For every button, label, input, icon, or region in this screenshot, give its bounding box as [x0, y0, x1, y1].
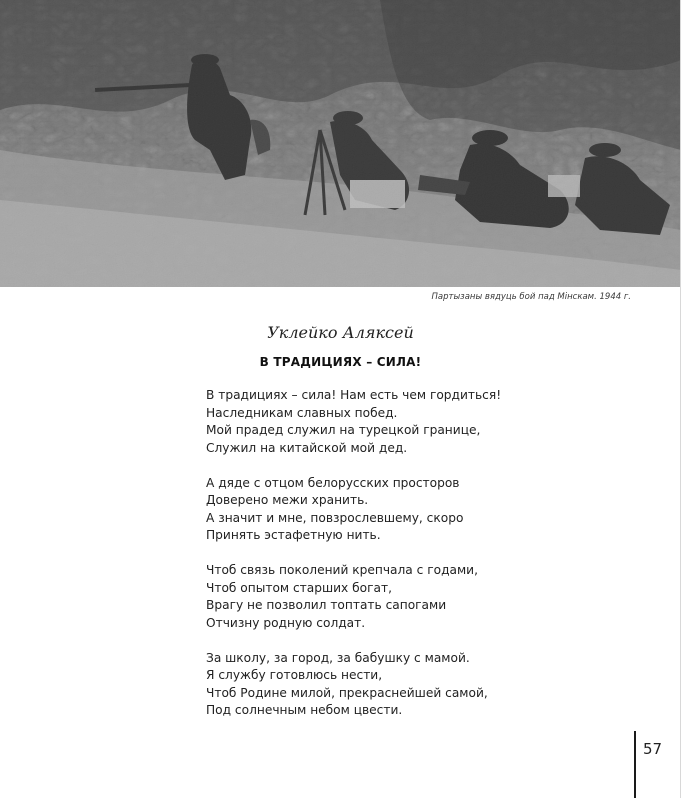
poem-line: Я службу готовлюсь нести, [206, 668, 383, 682]
poem-line: А значит и мне, повзрослевшему, скоро [206, 510, 464, 525]
poem-line: Под солнечным небом цвести. [206, 703, 403, 717]
poem-line: А дяде с отцом белорусских просторов [206, 475, 460, 490]
stanza [206, 562, 626, 632]
poem-line: Чтоб связь поколений крепчала с годами, [206, 563, 478, 577]
poem-line: За школу, за город, за бабушку с мамой. [206, 650, 470, 665]
stanza [206, 650, 626, 720]
poem-title: В ТРАДИЦИЯХ – СИЛА! [259, 355, 422, 369]
poem-line: Доверено межи хранить. [206, 493, 369, 507]
poem-line: Принять эстафетную нить. [206, 528, 381, 542]
page-number-rule [634, 731, 636, 798]
stanza [206, 387, 626, 457]
poem-line: Служил на китайской мой дед. [206, 440, 408, 455]
photo-caption: Партызаны вядуць бой пад Мінскам. 1944 г. [431, 292, 631, 302]
stanza [206, 475, 626, 545]
poem-line: Врагу не позволил топтать сапогами [206, 598, 447, 612]
poem-line: Мой прадед служил на турецкой границе, [206, 423, 481, 437]
poem-line: Отчизну родную солдат. [206, 615, 366, 630]
poem-line: Чтоб опытом старших богат, [206, 580, 392, 595]
poem-line: Чтоб Родине милой, прекраснейшей самой, [206, 685, 488, 700]
page-number: 57 [643, 740, 663, 758]
poem-line: В традициях – сила! Нам есть чем гордиться! [206, 388, 502, 402]
poem-body [206, 387, 626, 737]
photo-image [0, 0, 681, 287]
poem-line: Наследникам славных побед. [206, 405, 398, 420]
author-name: Уклейко Аляксей [267, 323, 414, 342]
historical-photo [0, 0, 681, 287]
